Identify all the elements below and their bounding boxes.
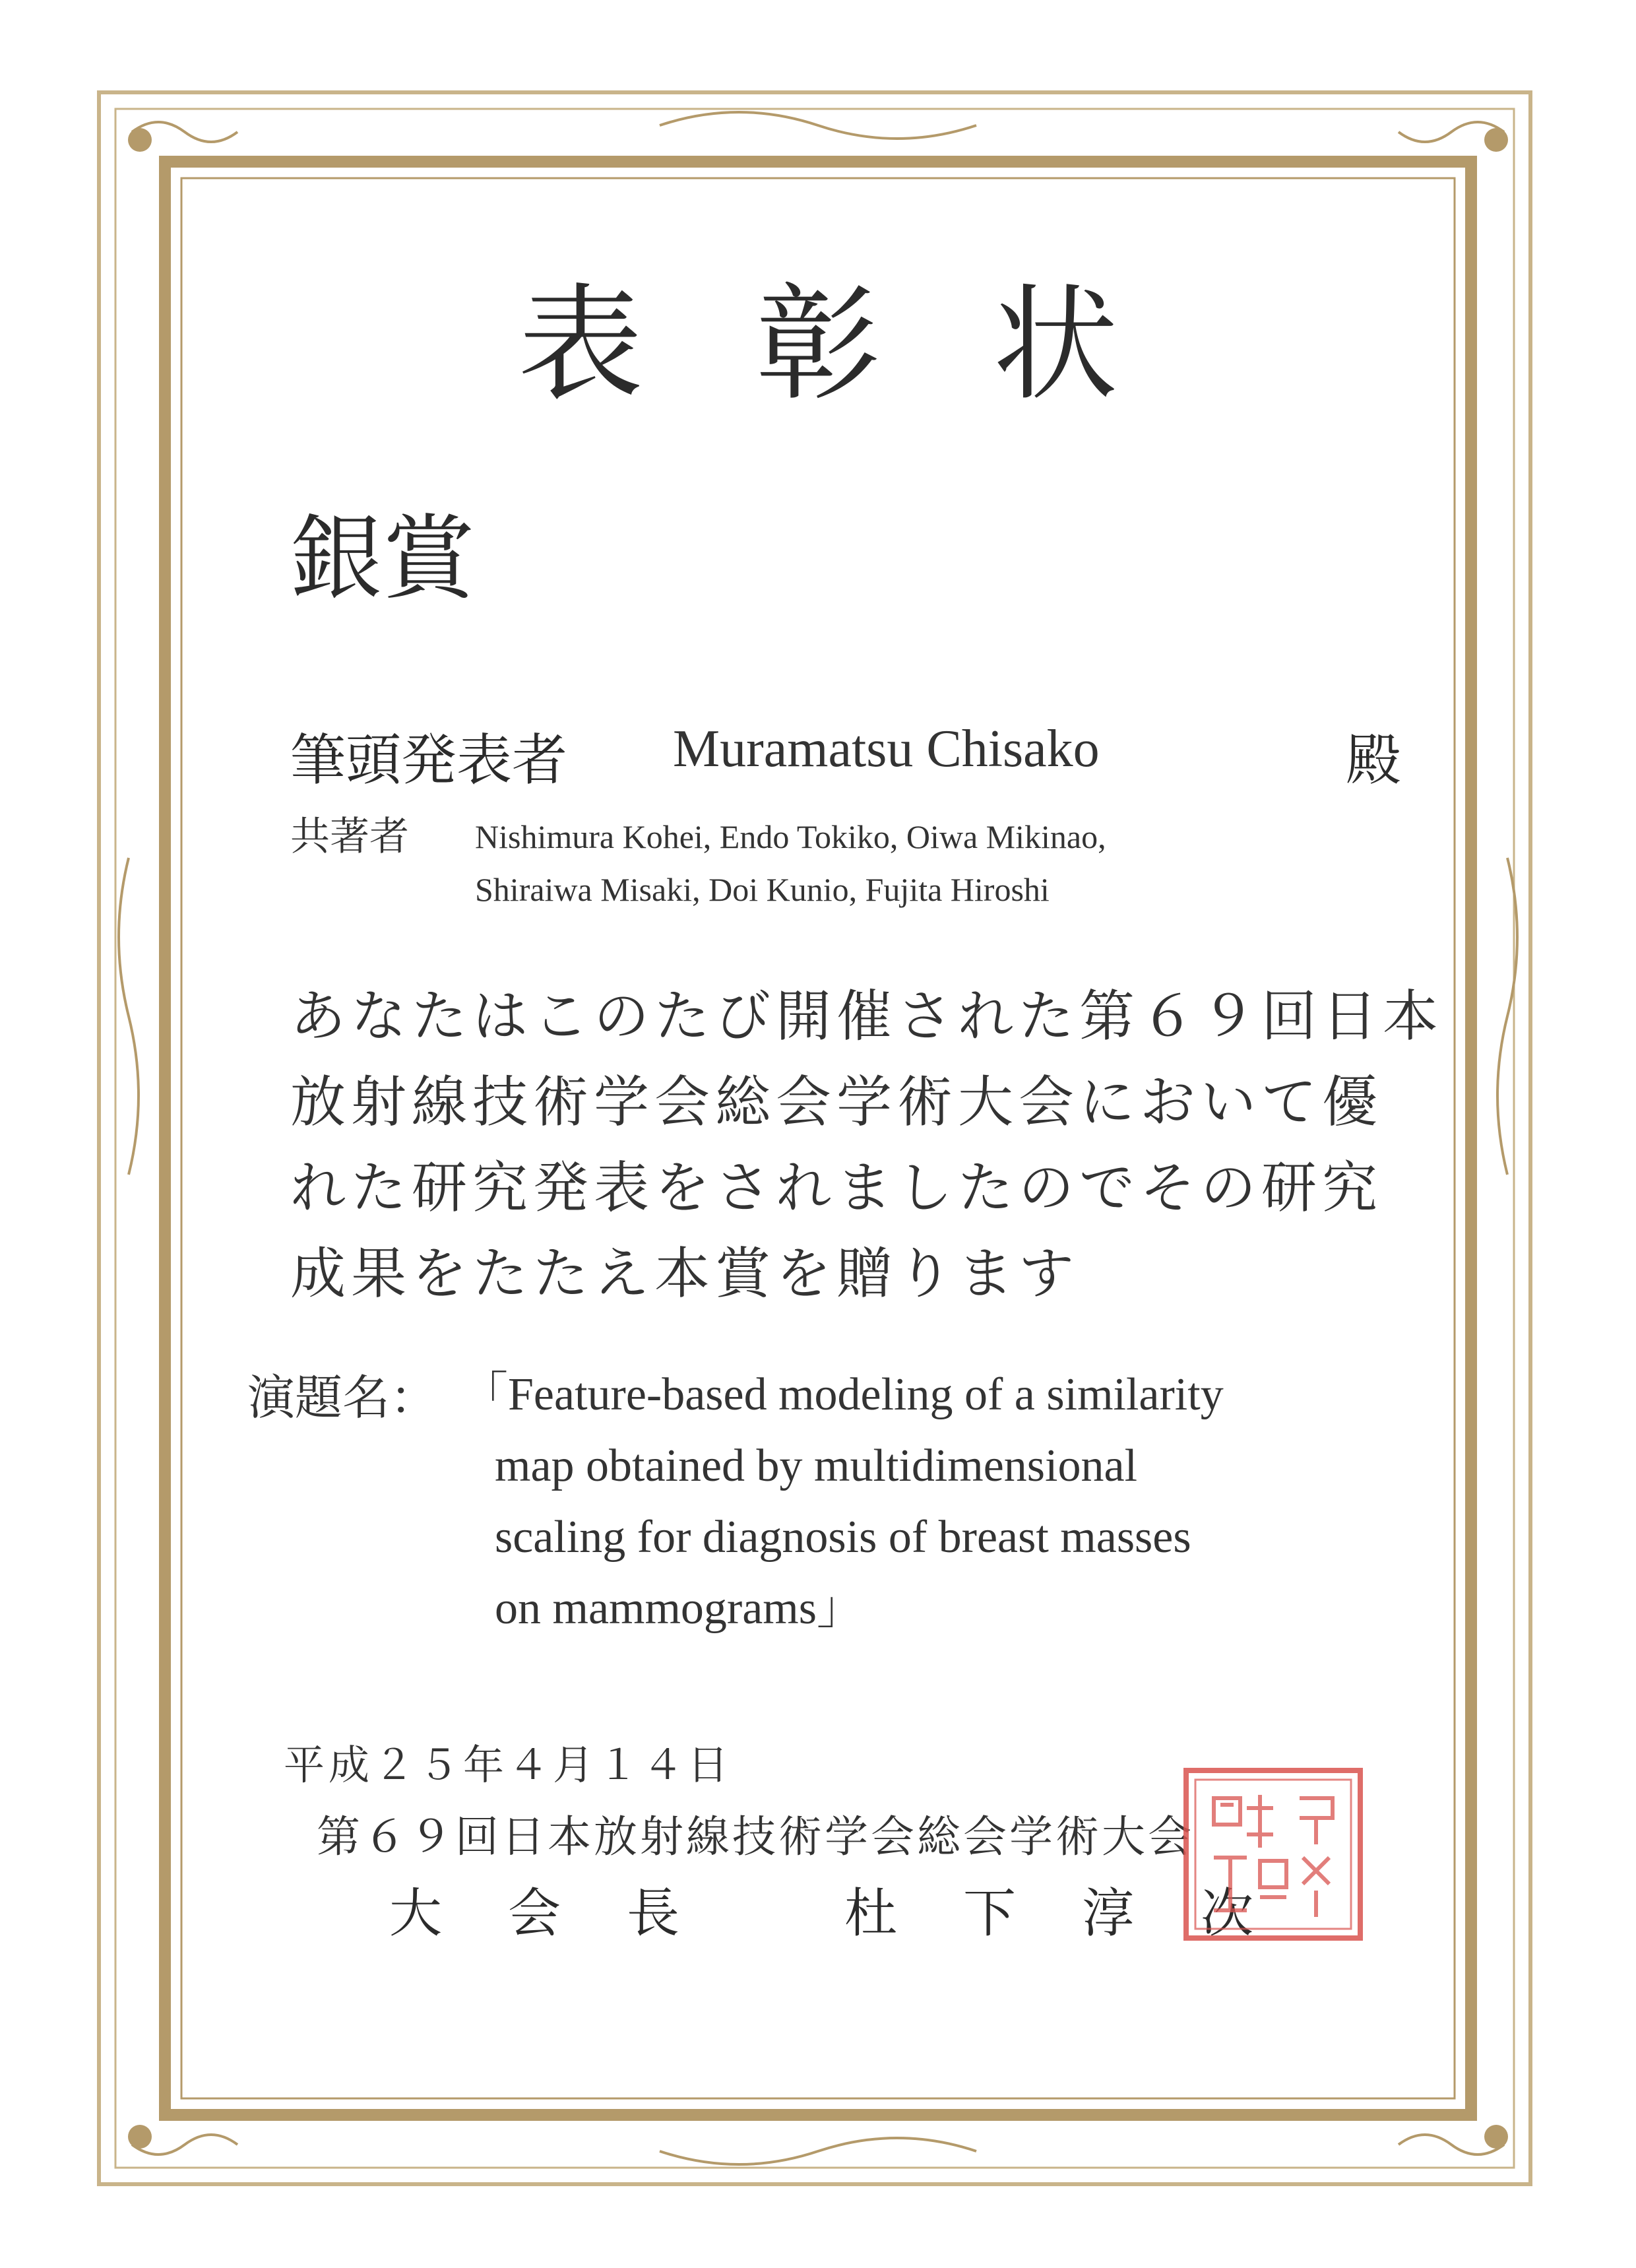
organizer-name: 第６９回日本放射線技術学会総会学術大会 [317, 1811, 1194, 1862]
citation-line: 放射線技術学会総会学術大会において優 [290, 1070, 1383, 1134]
citation-line: あなたはこのたび開催された第６９回日本 [290, 984, 1444, 1049]
coauthor-list [475, 810, 1106, 916]
presentation-title [462, 1359, 1224, 1644]
citation-line: 成果をたたえ本賞を贈ります [290, 1241, 1080, 1306]
coauthor-line: Nishimura Kohei, Endo Tokiko, Oiwa Mikinao, [475, 818, 1106, 855]
topic-line: on mammograms」 [495, 1583, 863, 1634]
chair-title: 大会長 [389, 1883, 745, 1944]
topic-line: map obtained by multidimensional [495, 1441, 1138, 1491]
citation-line: れた研究発表をされましたのでその研究 [290, 1155, 1383, 1220]
honorific: 殿 [1346, 728, 1402, 793]
topic-label: 演題名： [247, 1370, 438, 1425]
coauthor-line: Shiraiwa Misaki, Doi Kunio, Fujita Hiroshi [475, 871, 1050, 908]
chair-name: 杜下淳次 [844, 1883, 1319, 1944]
issue-date: 平成２５年４月１４日 [284, 1741, 733, 1789]
official-seal-stamp [1181, 1765, 1366, 1943]
presenter-label: 筆頭発表者 [290, 728, 568, 793]
presenter-name: Muramatsu Chisako [673, 720, 1100, 778]
certificate-title: 表彰状 [517, 272, 1230, 418]
coauthor-label: 共著者 [290, 814, 409, 860]
topic-line: scaling for diagnosis of breast masses [495, 1512, 1191, 1563]
award-name: 銀賞 [290, 505, 476, 613]
award-citation [290, 973, 1443, 1316]
topic-line: 「Feature-based modeling of a similarity [462, 1369, 1224, 1420]
